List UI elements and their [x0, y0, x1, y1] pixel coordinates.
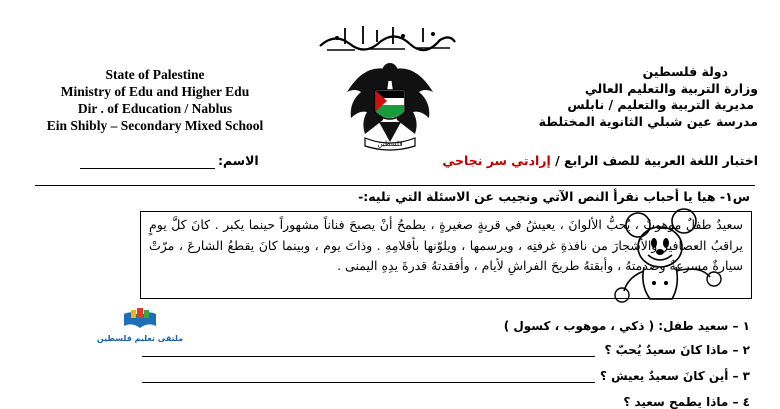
reading-passage: سعيدٌ طفلٌ موهوبٌ ، يُحبُّ الألوانَ ، يعيشُ في قريةٍ صغيرةٍ ، يطمحُ أنْ يصبحَ فناناً مشهوراً حينما يكبر . كانَ كلَّ يومٍ يراقبُ العصافيرَ والأشجارَ من نافذةِ غرفتِه ، ويرسمها ، ويلوّنها بأقلامِهِ . وذاتَ يوم ، وبينما كانَ يقطعُ الشارعَ ، مرّتْ سيارةٌ مسرعةٌ وصدمتهُ ، وأبقتهُ طريحَ الفراشِ لأيام ، وأفقدتهُ قدرةَ يدِهِ اليمنى . — [140, 211, 752, 299]
answer-line-2[interactable] — [142, 356, 595, 357]
exam-subtitle: إرادتي سر نجاحي — [442, 153, 551, 168]
header-left-english — [0, 66, 310, 134]
header-school-ar: مدرسة عين شبلي الثانوية المختلطة — [538, 113, 758, 129]
header-directorate-ar: مديرية التربية والتعليم / نابلس — [567, 97, 754, 112]
header-directorate: Dir . of Education / Nablus — [77, 101, 233, 116]
logo-text: ملتقى تعليم فلسطين — [96, 334, 184, 343]
site-logo — [95, 306, 185, 346]
question-2: ٢ – ماذا كانَ سعيدٌ يُحبّ ؟ — [604, 343, 750, 357]
header-state-ar: دولة فلسطين — [642, 64, 728, 79]
exam-title-row — [442, 153, 758, 168]
exam-title: اختبار اللغة العربية للصف الرابع / — [555, 153, 758, 168]
name-label: الاسم: — [218, 153, 259, 168]
name-field-line[interactable] — [80, 168, 215, 169]
header-divider — [35, 185, 755, 186]
header-school: Ein Shibly – Secondary Mixed School — [46, 118, 264, 133]
emblem-scroll-text: فلسطين — [377, 140, 403, 148]
question-3: ٣ – أين كانَ سعيدٌ يعيش ؟ — [599, 369, 750, 383]
palestine-eagle-emblem — [335, 52, 445, 152]
answer-line-3[interactable] — [142, 382, 595, 383]
basmala-calligraphy — [315, 22, 460, 56]
header-state: State of Palestine — [105, 67, 205, 82]
question-1-instruction: س١- هيا يا أحباب نقرأ النص الآتي ونجيب عن الاسئلة التي تليه:- — [358, 189, 750, 204]
header-right-arabic — [498, 64, 758, 130]
header-ministry-ar: وزارة التربية والتعليم العالي — [584, 80, 758, 96]
header-ministry: Ministry of Edu and Higher Edu — [60, 84, 250, 99]
question-4: ٤ – ماذا يطمح سعيد ؟ — [623, 395, 750, 409]
book-icon — [120, 306, 160, 330]
question-1-mcq: ١ – سعيد طفل: ( ذكي ، موهوب ، كسول ) — [503, 319, 750, 333]
